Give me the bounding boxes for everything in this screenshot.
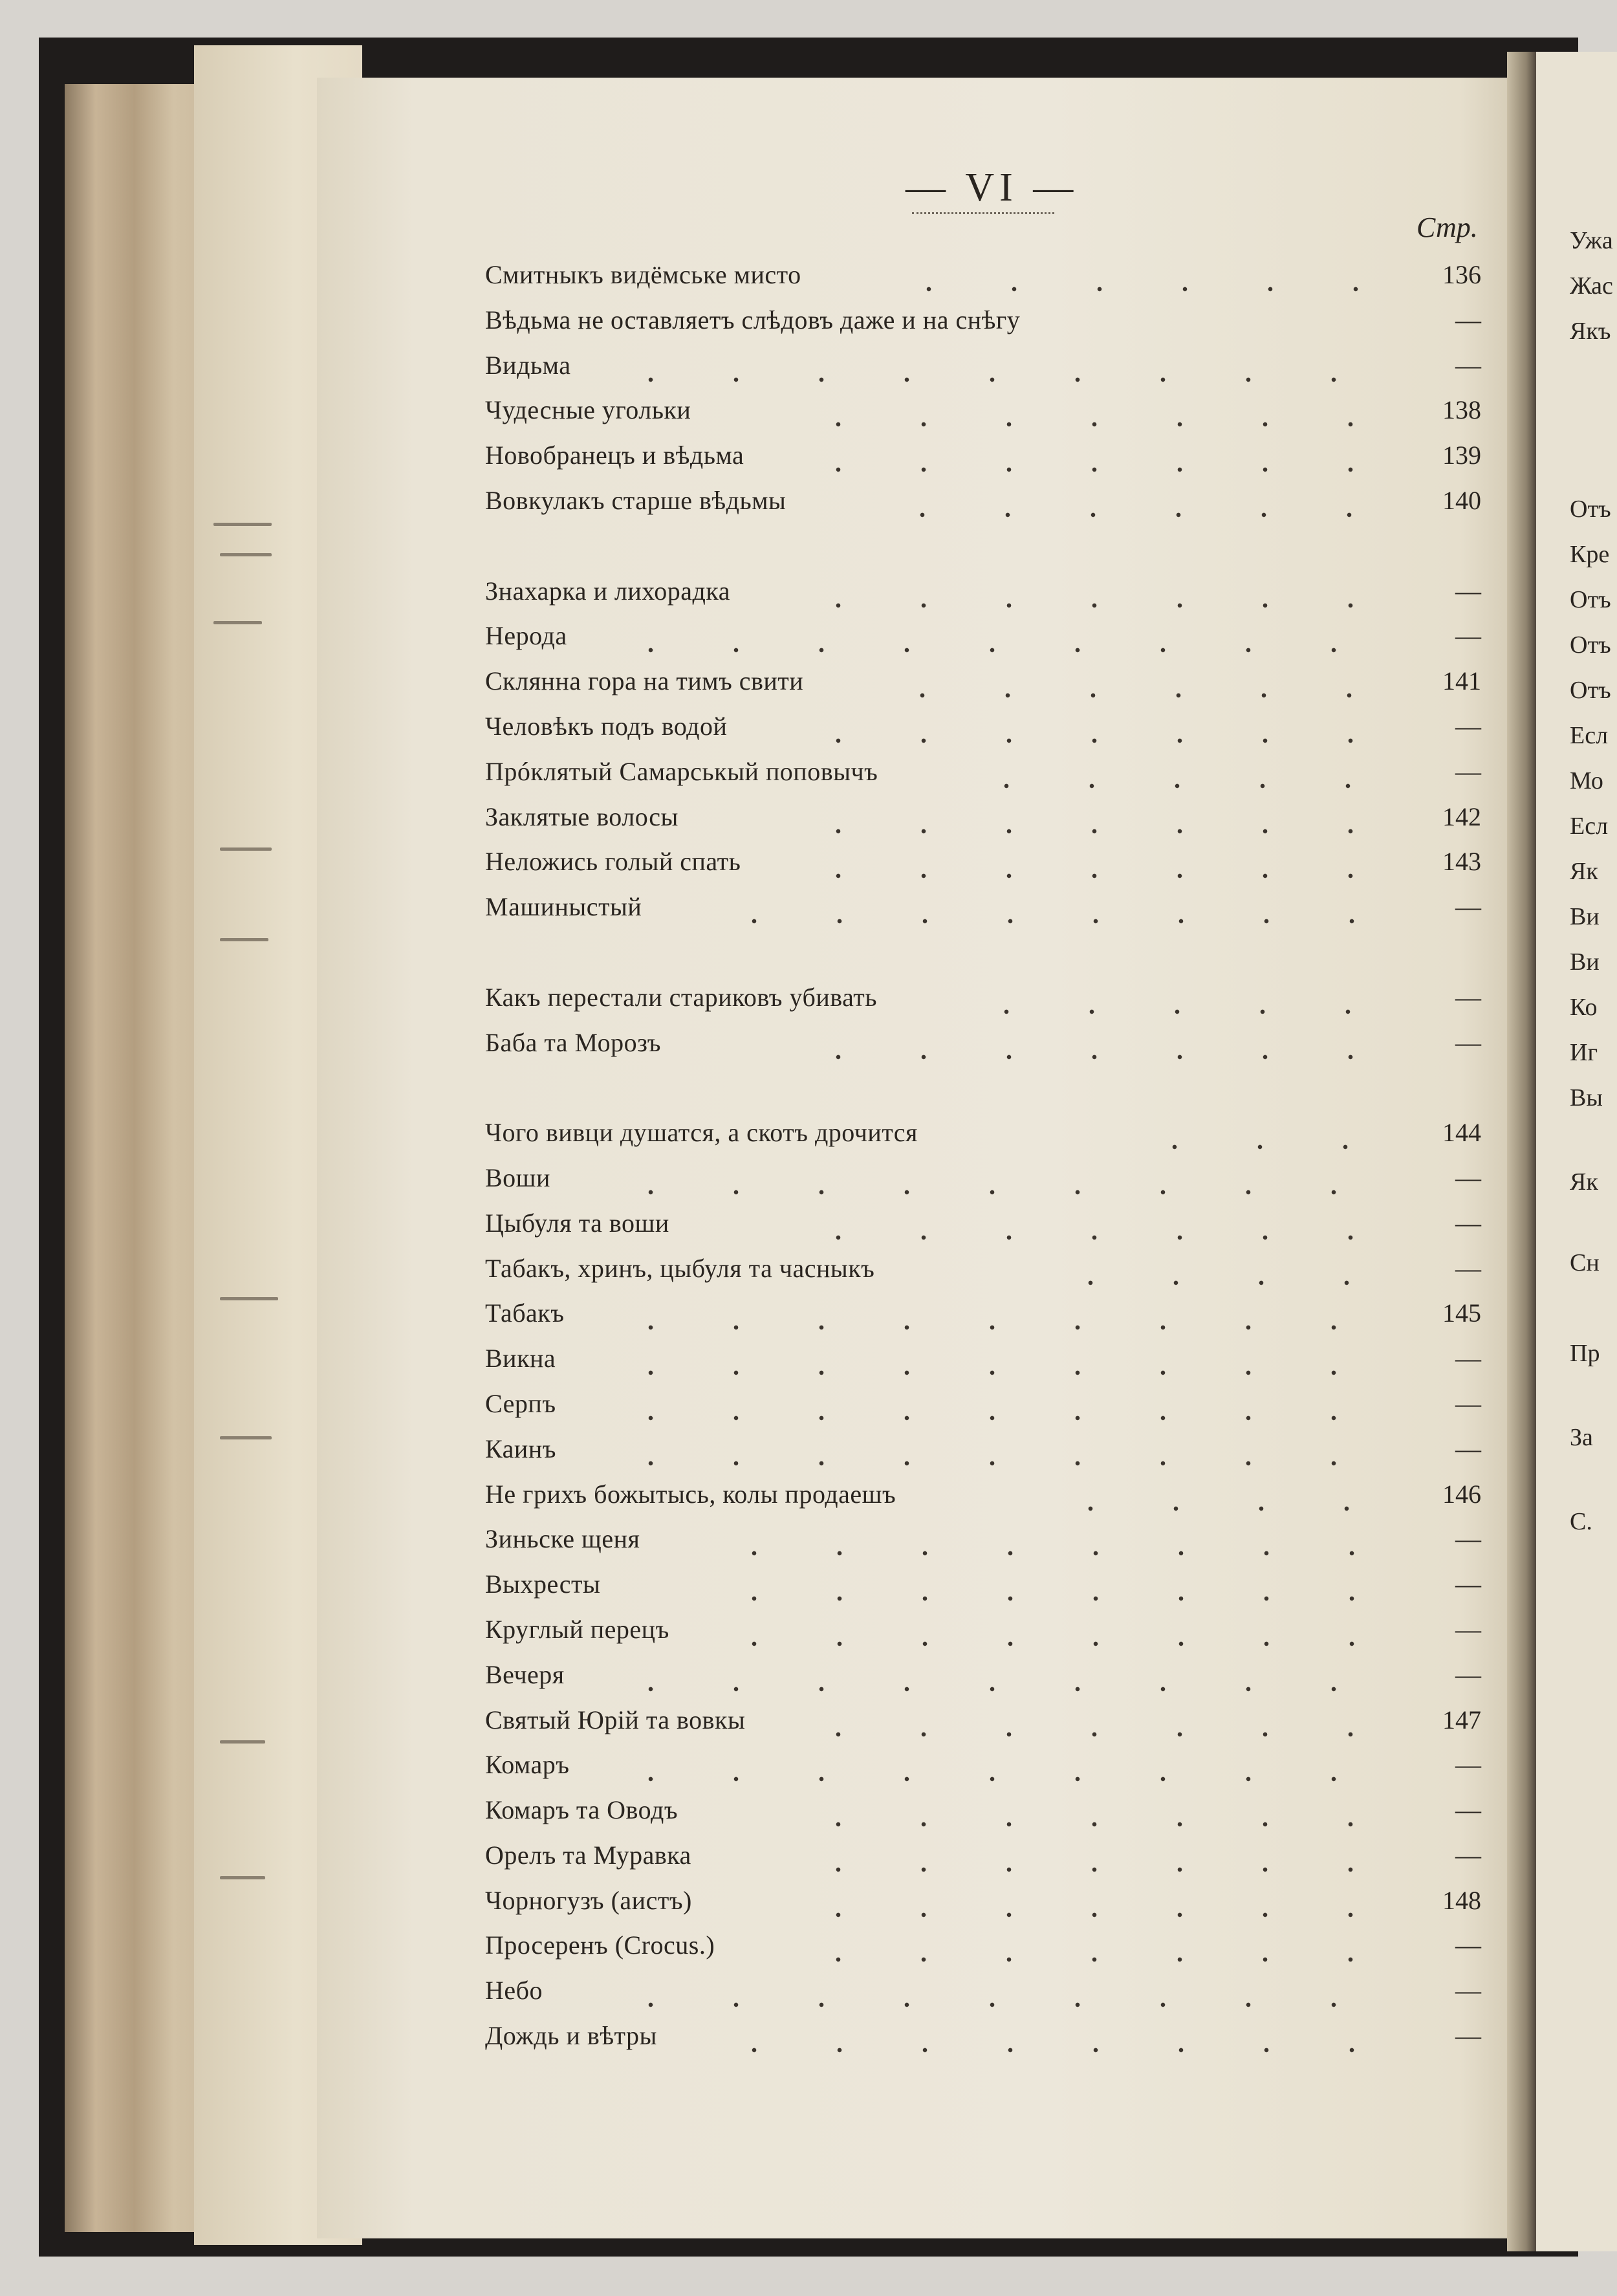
toc-entry <box>485 613 1481 659</box>
facing-text-line: Отъ <box>1570 496 1611 523</box>
toc-entry-page: 141 <box>1442 666 1481 696</box>
toc-entry <box>485 298 1481 343</box>
facing-text-line: Мо <box>1570 767 1603 794</box>
toc-entry-page: — <box>1455 1614 1481 1644</box>
toc-entry <box>485 1698 1481 1743</box>
toc-entry-page: — <box>1455 621 1481 651</box>
leader-dots <box>608 1381 1410 1427</box>
toc-entry-title: Чорногузъ (аистъ) <box>485 1885 692 1915</box>
toc-entry-title: Знахарка и лихорадка <box>485 576 730 606</box>
toc-entry-page: 146 <box>1442 1479 1481 1509</box>
toc-entry-page: — <box>1455 1388 1481 1418</box>
toc-entry <box>485 1246 1481 1291</box>
toc-entry <box>485 1110 1481 1155</box>
toc-entry-title: Видьма <box>485 350 571 380</box>
table-of-contents <box>485 252 1481 2059</box>
leader-dots <box>886 252 1410 298</box>
leader-dots <box>796 1923 1410 1968</box>
toc-entry <box>485 1427 1481 1472</box>
leader-dots <box>608 1427 1410 1472</box>
toc-entry-page: — <box>1455 982 1481 1012</box>
toc-entry <box>485 749 1481 794</box>
toc-entry <box>485 343 1481 388</box>
pencil-mark <box>220 938 268 941</box>
toc-entry-page: 140 <box>1442 485 1481 515</box>
toc-entry <box>485 1742 1481 1788</box>
facing-text-line: Ко <box>1570 994 1598 1021</box>
leader-dots <box>608 343 1410 388</box>
facing-text-line: Кре <box>1570 541 1610 568</box>
facing-text-line: Жас <box>1570 272 1613 300</box>
toc-entry-title: Новобранецъ и вѣдьма <box>485 441 744 470</box>
toc-entry-title: Чого вивци душатся, а скотъ дрочится <box>485 1118 918 1148</box>
leader-dots <box>796 569 1410 614</box>
toc-entry-page: 142 <box>1442 802 1481 831</box>
leader-dots <box>964 749 1410 794</box>
leader-dots <box>880 478 1410 523</box>
toc-entry-page: — <box>1455 350 1481 380</box>
toc-entry-page: 144 <box>1442 1118 1481 1148</box>
leader-dots <box>796 433 1410 478</box>
toc-entry-title: Баба та Морозъ <box>485 1027 661 1057</box>
toc-entry <box>485 1336 1481 1381</box>
leader-dots <box>608 613 1410 659</box>
toc-entry-title: Чудесные угольки <box>485 395 691 425</box>
toc-entry-title: Викна <box>485 1344 556 1373</box>
facing-text-line: Есл <box>1570 722 1609 749</box>
leader-dots <box>796 704 1410 749</box>
facing-page <box>1536 52 1617 2251</box>
leader-dots <box>796 794 1410 840</box>
toc-entry <box>485 1201 1481 1246</box>
facing-text-line: За <box>1570 1424 1593 1451</box>
toc-entry <box>485 1652 1481 1698</box>
leader-dots <box>608 1336 1410 1381</box>
toc-entry-title: Комаръ та Оводъ <box>485 1795 678 1825</box>
toc-entry-page: — <box>1455 1976 1481 2006</box>
toc-entry-title: Дождь и вѣтры <box>485 2021 657 2051</box>
leader-dots <box>796 1201 1410 1246</box>
facing-text-line: Отъ <box>1570 631 1611 659</box>
toc-entry <box>485 794 1481 840</box>
toc-entry <box>485 975 1481 1020</box>
facing-text-line: Як <box>1570 1168 1598 1196</box>
toc-entry-page: 147 <box>1442 1705 1481 1734</box>
toc-entry <box>485 884 1481 930</box>
toc-entry-page: — <box>1455 1027 1481 1057</box>
toc-entry-page: — <box>1455 1840 1481 1870</box>
toc-entry <box>485 433 1481 478</box>
toc-entry-page: — <box>1455 711 1481 741</box>
toc-entry <box>485 1607 1481 1652</box>
toc-entry-page: 138 <box>1442 395 1481 425</box>
toc-entry-title: Цыбуля та воши <box>485 1208 669 1238</box>
toc-entry <box>485 1788 1481 1833</box>
facing-text-line: Отъ <box>1570 586 1611 613</box>
toc-entry-title: Неложись голый спать <box>485 847 741 877</box>
facing-text-line: Отъ <box>1570 677 1611 704</box>
leader-dots <box>608 1291 1410 1336</box>
toc-entry-page: — <box>1455 1253 1481 1283</box>
pencil-mark <box>213 621 262 624</box>
leader-dots <box>796 1878 1410 1923</box>
leader-dots <box>608 1742 1410 1788</box>
toc-entry-title: Нерода <box>485 621 567 651</box>
toc-entry <box>485 1562 1481 1607</box>
leader-dots <box>796 388 1410 433</box>
facing-text-line: Сн <box>1570 1249 1600 1276</box>
toc-entry-title: Какъ перестали стариковъ убивать <box>485 982 878 1012</box>
page-number-underline <box>912 212 1054 217</box>
leader-dots <box>711 1562 1410 1607</box>
leader-dots <box>796 1833 1410 1878</box>
toc-entry-title: Машиныстый <box>485 892 642 922</box>
leader-dots <box>796 1698 1410 1743</box>
toc-entry <box>485 1923 1481 1968</box>
toc-entry-page: — <box>1455 1659 1481 1689</box>
facing-text-line: Есл <box>1570 813 1609 840</box>
page-number: — VI — <box>906 166 1079 210</box>
toc-entry-page: 136 <box>1442 260 1481 289</box>
toc-entry <box>485 388 1481 433</box>
leader-dots <box>608 1155 1410 1201</box>
toc-entry-title: Табакъ <box>485 1298 565 1328</box>
pencil-mark <box>220 1297 278 1300</box>
toc-entry <box>485 569 1481 614</box>
toc-entry <box>485 1020 1481 1066</box>
toc-entry-title: Вѣдьма не оставляетъ слѣдовъ даже и на снѣгу <box>485 305 1021 334</box>
toc-entry-title: Выхресты <box>485 1569 601 1599</box>
toc-entry <box>485 478 1481 523</box>
toc-entry-title: Человѣкъ подъ водой <box>485 711 728 741</box>
toc-entry-page: 148 <box>1442 1885 1481 1915</box>
toc-entry-page: — <box>1455 1795 1481 1825</box>
toc-entry-page: — <box>1455 1208 1481 1238</box>
toc-entry-page: — <box>1455 1524 1481 1554</box>
leader-dots <box>1132 1110 1410 1155</box>
toc-entry <box>485 659 1481 704</box>
toc-entry <box>485 839 1481 884</box>
toc-entry-page: — <box>1455 2021 1481 2051</box>
toc-entry-page: — <box>1455 756 1481 786</box>
toc-entry-title: Смитныкъ видёмське мисто <box>485 260 801 289</box>
toc-entry-title: Святый Юрій та вовкы <box>485 1705 746 1734</box>
toc-entry-page: — <box>1455 1750 1481 1780</box>
toc-entry <box>485 1291 1481 1336</box>
leader-dots <box>608 1968 1410 2013</box>
pencil-mark <box>220 1876 265 1879</box>
toc-entry <box>485 1516 1481 1562</box>
pencil-mark <box>220 1740 265 1744</box>
facing-text-line: Як <box>1570 858 1598 885</box>
leader-dots <box>711 1516 1410 1562</box>
book-gutter <box>1507 52 1539 2251</box>
toc-entry-title: Вовкулакъ старше вѣдьмы <box>485 485 787 515</box>
toc-entry-title: Серпъ <box>485 1388 556 1418</box>
facing-text-line: Ужа <box>1570 227 1613 254</box>
toc-entry-page: — <box>1455 305 1481 334</box>
toc-entry <box>485 1878 1481 1923</box>
toc-entry-title: Зиньске щеня <box>485 1524 640 1554</box>
facing-text-line: Ви <box>1570 903 1600 930</box>
leader-dots <box>964 975 1410 1020</box>
toc-entry-page: — <box>1455 1434 1481 1463</box>
leader-dots <box>796 839 1410 884</box>
toc-entry <box>485 1381 1481 1427</box>
toc-entry-page: 145 <box>1442 1298 1481 1328</box>
leader-dots <box>796 1020 1410 1066</box>
facing-text-line: Ви <box>1570 948 1600 976</box>
toc-entry-title: Воши <box>485 1163 550 1192</box>
leader-dots <box>711 884 1410 930</box>
toc-entry <box>485 1833 1481 1878</box>
leader-dots <box>711 2013 1410 2059</box>
pencil-mark <box>220 847 272 851</box>
toc-entry-title: Вечеря <box>485 1659 565 1689</box>
leader-dots <box>796 1788 1410 1833</box>
facing-text-line: Пр <box>1570 1340 1600 1367</box>
leader-dots <box>1048 1472 1410 1517</box>
toc-entry-page: — <box>1455 1569 1481 1599</box>
pencil-mark <box>213 523 272 526</box>
leader-dots <box>880 659 1410 704</box>
facing-text-line: Иг <box>1570 1039 1598 1066</box>
toc-entry-title: Заклятые волосы <box>485 802 678 831</box>
toc-entry-title: Просеренъ (Crocus.) <box>485 1930 715 1960</box>
leader-dots <box>1048 1246 1410 1291</box>
facing-text-line: Якъ <box>1570 318 1611 345</box>
pencil-mark <box>220 1436 272 1439</box>
toc-entry-title: Склянна гора на тимъ свити <box>485 666 804 696</box>
toc-entry-page: — <box>1455 1163 1481 1192</box>
toc-entry-title: Не грихъ божытысь, колы продаешъ <box>485 1479 896 1509</box>
toc-entry-title: Круглый перецъ <box>485 1614 669 1644</box>
toc-entry-page: 139 <box>1442 441 1481 470</box>
toc-entry-title: Орелъ та Муравка <box>485 1840 691 1870</box>
toc-entry-page: — <box>1455 892 1481 922</box>
toc-entry <box>485 252 1481 298</box>
pencil-mark <box>220 553 272 556</box>
toc-entry-page: — <box>1455 576 1481 606</box>
toc-entry-page: 143 <box>1442 847 1481 877</box>
toc-entry <box>485 1155 1481 1201</box>
toc-entry <box>485 2013 1481 2059</box>
toc-entry-title: Прóклятый Самарськый поповычъ <box>485 756 878 786</box>
toc-entry-page: — <box>1455 1344 1481 1373</box>
facing-text-line: С. <box>1570 1508 1592 1535</box>
toc-entry-page: — <box>1455 1930 1481 1960</box>
page-column-header: Стр. <box>1416 212 1478 243</box>
toc-entry <box>485 704 1481 749</box>
toc-entry-title: Табакъ, хринъ, цыбуля та часныкъ <box>485 1253 875 1283</box>
leader-dots <box>711 1607 1410 1652</box>
toc-entry <box>485 1472 1481 1517</box>
toc-entry-title: Комаръ <box>485 1750 570 1780</box>
toc-entry <box>485 1968 1481 2013</box>
leader-dots <box>608 1652 1410 1698</box>
facing-text-line: Вы <box>1570 1084 1603 1111</box>
toc-entry-title: Небо <box>485 1976 543 2006</box>
toc-entry-title: Каинъ <box>485 1434 556 1463</box>
